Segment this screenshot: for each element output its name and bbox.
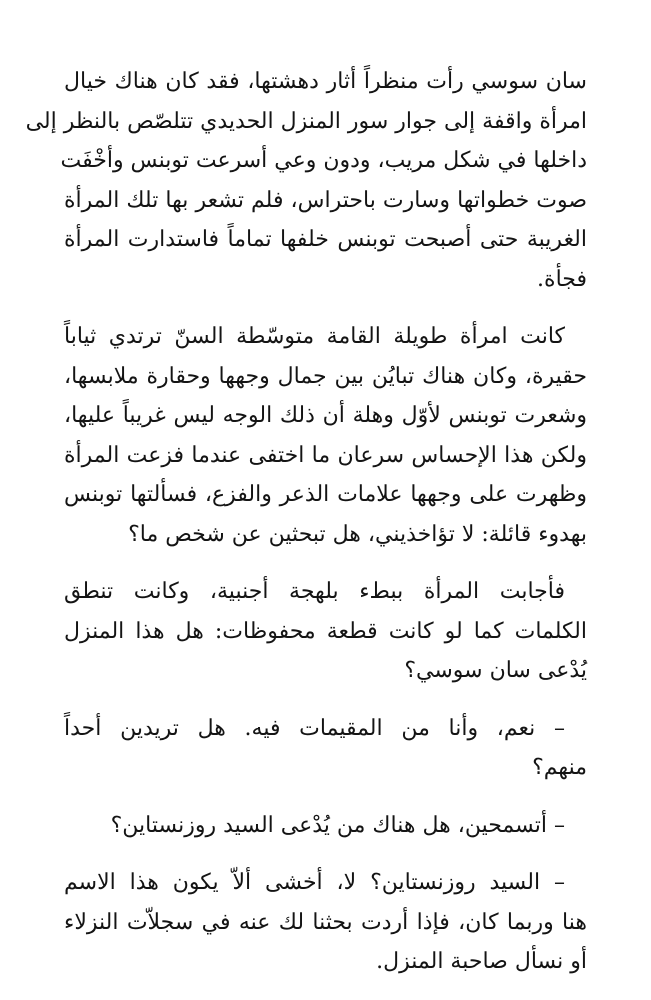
text-line: – السيد روزنستاين؟ لا، أخشى ألاّ يكون هذا الاسم (64, 870, 565, 895)
text-line: حقيرة، وكان هناك تبايُن بين جمال وجهها وحقارة ملابسها، (64, 363, 587, 389)
text-line: أو نسأل صاحبة المنزل. (376, 949, 587, 974)
paragraph-5 (64, 806, 587, 846)
text-line: فجأة. (537, 266, 587, 292)
paragraph-3 (64, 572, 587, 691)
text-line: سان سوسي رأت منظراً أثار دهشتها، فقد كان هناك خيال (64, 69, 587, 94)
paragraph-1 (25, 62, 587, 299)
paragraph-4 (64, 709, 587, 788)
text-line: الكلمات كما لو كانت قطعة محفوظات: هل هذا المنزل (64, 618, 587, 644)
text-line: – أتسمحين، هل هناك من يُدْعى السيد روزنستاين؟ (110, 812, 565, 838)
text-line: هنا وربما كان، فإذا أردت بحثنا لك عنه في سجلاّت النزلاء (64, 909, 587, 935)
text-line: ولكن هذا الإحساس سرعان ما اختفى عندما فزعت المرأة (64, 442, 587, 468)
text-line: منهم؟ (532, 755, 587, 780)
text-line: داخلها في شكل مريب، ودون وعي أسرعت توبنس وأخْفَت (60, 148, 587, 173)
text-line: كانت امرأة طويلة القامة متوسّطة السنّ ترتدي ثياباً (64, 324, 565, 349)
text-line: – نعم، وأنا من المقيمات فيه. هل تريدين أحداً (64, 715, 565, 741)
text-line: وشعرت توبنس لأوّل وهلة أن ذلك الوجه ليس غريباً عليها، (64, 403, 587, 428)
text-line: بهدوء قائلة: لا تؤاخذيني، هل تبحثين عن شخص ما؟ (128, 521, 587, 547)
text-line: امرأة واقفة إلى جوار سور المنزل الحديدي تتلصّص بالنظر إلى (25, 108, 587, 134)
text-line: صوت خطواتها وسارت باحتراس، فلم تشعر بها تلك المرأة (64, 187, 587, 213)
text-line: الغريبة حتى أصبحت توبنس خلفها تماماً فاستدارت المرأة (64, 227, 587, 252)
paragraph-2 (64, 317, 587, 554)
text-line: فأجابت المرأة ببطء بلهجة أجنبية، وكانت تنطق (64, 579, 565, 604)
text-line: يُدْعى سان سوسي؟ (404, 658, 587, 683)
text-line: وظهرت على وجهها علامات الذعر والفزع، فسألتها توبنس (64, 482, 587, 507)
paragraph-6 (64, 863, 587, 982)
